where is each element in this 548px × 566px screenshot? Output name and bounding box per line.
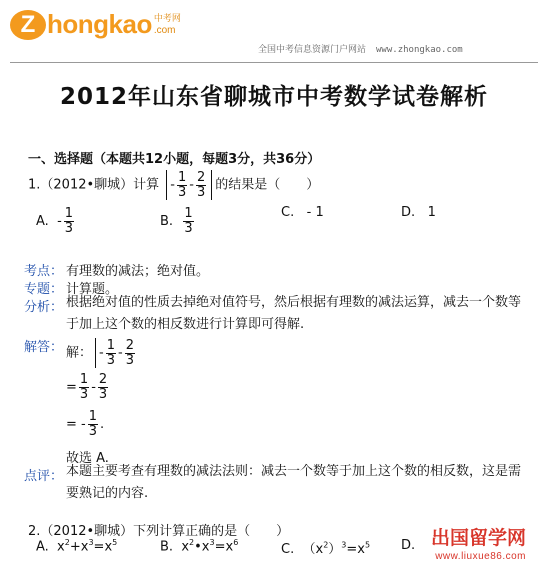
solution-step-1: 解： - $\frac{1}{3}$ - $\frac{2}{3}$ bbox=[66, 337, 134, 368]
fenxi-label: 分析： bbox=[24, 300, 64, 315]
fenxi-text: 根据绝对值的性质去掉绝对值符号，然后根据有理数的减法运算，减去一个数等于加上这个数的相反数进行计算即可得解. bbox=[66, 295, 522, 332]
watermark-cn: 出国留学网 bbox=[430, 528, 526, 549]
page-title: 2012年山东省聊城市中考数学试卷解析 bbox=[59, 84, 488, 110]
solution-choose: 故选 A. bbox=[66, 451, 109, 466]
watermark-logo bbox=[431, 530, 526, 566]
q2-option-d: D. bbox=[401, 538, 416, 553]
kaodian-text: 有理数的减法；绝对值。 bbox=[66, 264, 210, 279]
watermark-url: www.liuxue86.com bbox=[435, 551, 526, 562]
q1-option-c: C. - 1 bbox=[281, 205, 324, 220]
site-tagline bbox=[258, 42, 463, 55]
site-url[interactable]: www.zhongkao.com bbox=[376, 45, 463, 55]
logo-com: .com bbox=[153, 24, 176, 36]
logo-word: hongkao bbox=[47, 9, 152, 39]
solution-step-2: = $\frac{1}{3}$ - $\frac{2}{3}$ bbox=[66, 372, 108, 402]
zhuanti-label: 专题： bbox=[24, 282, 64, 297]
jieda-label: 解答： bbox=[24, 340, 64, 355]
q2-option-a: A. $x^2+x^3=x^5$ bbox=[36, 538, 118, 555]
q1-prefix: 1.（2012•聊城）计算 bbox=[28, 177, 160, 193]
logo-mark: Z bbox=[10, 10, 46, 40]
zhongkao-logo[interactable] bbox=[10, 9, 181, 40]
zhuanti-text: 计算题。 bbox=[66, 282, 119, 297]
q1-frac-2: $\frac{2}{3}$ bbox=[196, 169, 206, 200]
q1-frac-1: $\frac{1}{3}$ bbox=[178, 169, 187, 200]
q1-option-a: A. - $\frac{1}{3}$ bbox=[36, 206, 74, 236]
q2-option-c: C. $(x^2)^3=x^5$ bbox=[281, 540, 371, 557]
dianping-text: 本题主要考查有理数的减法法则：减去一个数等于加上这个数的相反数，这是需要熟记的内容. bbox=[66, 464, 522, 501]
q1-suffix: 的结果是（ ） bbox=[215, 177, 320, 193]
kaodian-label: 考点： bbox=[24, 264, 64, 279]
question-2: 2.（2012•聊城）下列计算正确的是（ ） bbox=[28, 524, 290, 539]
solution-step-3: = - $\frac{1}{3}$ . bbox=[66, 409, 105, 439]
question-1: 1.（2012•聊城）计算 - $\frac{1}{3}$ - $\frac{2}{3}$ 的结果是（ ） bbox=[28, 169, 320, 200]
header-divider bbox=[10, 62, 538, 63]
q1-option-b: B. $\frac{1}{3}$ bbox=[160, 206, 193, 236]
logo-cn: 中考网 bbox=[153, 13, 181, 24]
dianping-label: 点评： bbox=[24, 469, 64, 484]
tagline-text: 全国中考信息资源门户网站 bbox=[258, 45, 367, 55]
q1-option-d: D. 1 bbox=[401, 205, 436, 220]
section-heading: 一、选择题（本题共12小题，每题3分，共36分） bbox=[28, 152, 321, 167]
q2-option-b: B. $x^2•x^3=x^6$ bbox=[160, 538, 239, 555]
